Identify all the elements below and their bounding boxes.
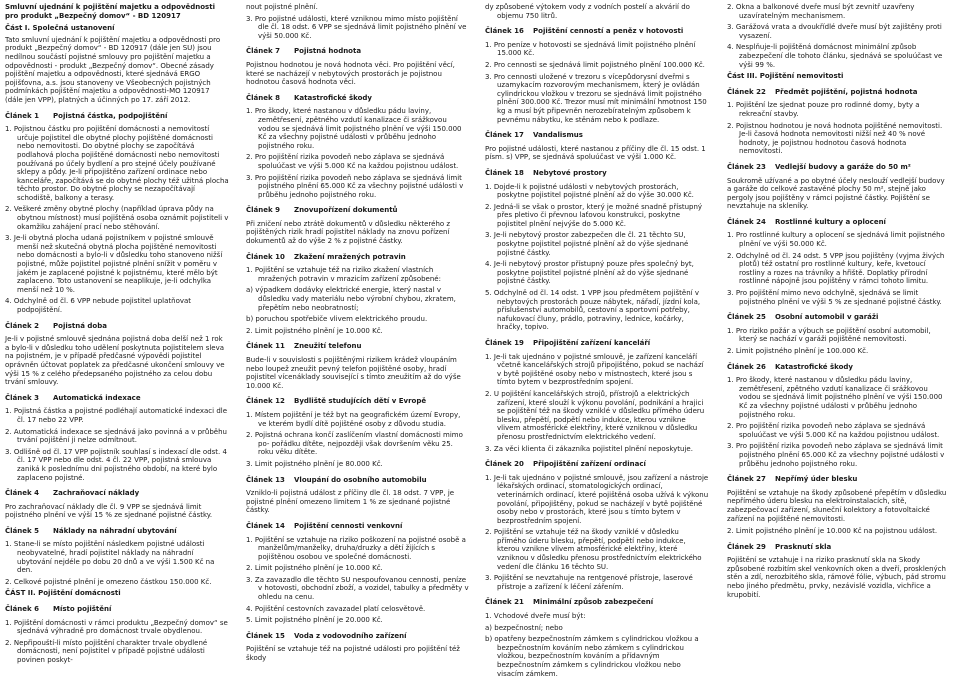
- list-item: 3. Pro pojištění rizika povodeň nebo záplava se sjednává limit pojistného plnění 65.000 Kč za všechny pojistné události v průběhu jednoho pojistného roku.: [246, 173, 464, 199]
- article-heading: [246, 206, 470, 215]
- part-heading: Část III. Pojištění nemovitosti: [727, 72, 844, 81]
- article-number: Článek 4: [5, 489, 39, 498]
- article-number: Článek 1: [5, 111, 39, 120]
- article-title: Rostlinné kultury a oplocení: [775, 217, 886, 226]
- list-item: 2. Limit pojistného plnění je 100.000 Kč.: [727, 347, 869, 355]
- article-number: Článek 11: [246, 342, 285, 351]
- list-item: 4. Je-li nebytový prostor přístupný pouze přes společný byt, poskytne pojistitel pojistné plnění až do výše sjednané pojistné částky.: [485, 260, 694, 286]
- paragraph: Je-li v pojistné smlouvě sjednána pojistná doba delší než 1 rok a bylo-li v důsledku toho udělení poskytnuta pojistitelem sleva na pojistném, je v případě předčasné výpovědi pojistitel oprávněn účtovat poplatek za předčasné ukončení smlouvy ve výši 15 % z celého předepsaného pojistného za celou dobu trvání smlouvy.: [5, 335, 225, 387]
- article-title: Náklady na náhradní ubytování: [53, 526, 177, 535]
- article-title: Minimální způsob zabezpečení: [533, 598, 654, 607]
- article-title: Nebytové prostory: [533, 168, 607, 177]
- article-title: Osobní automobil v garáži: [775, 313, 879, 322]
- paragraph: Pro pojistné události, které nastanou z příčiny dle čl. 15 odst. 1 písm. s) VPP, se sjednává spoluúčast ve výši 1.000 Kč.: [485, 144, 706, 162]
- list-item: 2. Pojistnou hodnotou je nová hodnota pojištěné nemovitosti. Je-li časová hodnota nemovitosti nižší než 40 % nové hodnoty, je pojistnou hodnotou časová hodnota nemovitosti.: [727, 121, 943, 156]
- list-item: 3. Pro cennosti uložené v trezoru s vícepůdorysní dveřmi s uzamykacím rozvorovým mechanismem, který je ovládán cylindrickou vložkou v trezoru se sjednává limit pojistného plnění 300.000 Kč. Trezor musí mít minimální hmotnost 150 kg a musí být připevněn nerozebíratelným způsobem k pevnému nábytku, ke stěnám nebo k podlaze.: [485, 72, 707, 124]
- list-item: 1. Pro škody, které nastanou v důsledku pádu laviny, zemětřesení, zpětného vzdutí kanalizace či srážkovou vodou se sjednává limit pojistného plnění ve výši 150.000 Kč za všechny pojistné události v průběhu jednoho pojistného roku.: [246, 107, 462, 150]
- article-title: Znovupořízení dokumentů: [294, 206, 398, 215]
- list-item: 1. Pojištění se vztahuje též na riziko zkažení vlastních mražených potravin v mrazicím zařízení způsobené:: [246, 266, 441, 283]
- list-item: 3. Pro pojištění rizika povodeň nebo záplava se sjednává limit pojistného plnění 65.000 Kč za všechny pojistné události v průběhu jednoho pojistného roku.: [727, 442, 945, 468]
- paragraph: Vzniklo-li pojistná událost z příčiny dle čl. 18 odst. 7 VPP, je pojistné plnění omezeno limitem 1 % ze sjednané pojistné částky.: [246, 489, 455, 515]
- list-item: 1. Pro peníze v hotovosti se sjednává limit pojistného plnění 15.000 Kč.: [485, 40, 696, 58]
- article-heading: [485, 27, 709, 36]
- list-item: 1. Pojistná částka a pojistné podléhají automatické indexaci dle čl. 17 nebo 22 VPP.: [5, 407, 228, 424]
- article-heading: [727, 163, 951, 172]
- list-item: 2. Pro pojištění rizika povodeň nebo záplava se sjednává spoluúčast ve výši 5.000 Kč na každou pojistnou událost.: [246, 153, 459, 170]
- article-number: Článek 18: [485, 168, 524, 177]
- article-title: Pojištění cenností a peněz v hotovosti: [533, 27, 684, 36]
- article-title: Katastrofické škody: [775, 362, 853, 371]
- list-item: 3. Pojištění se nevztahuje na rentgenové přístroje, laserové přístroje a zařízení k léčení zářením.: [485, 574, 693, 591]
- article-number: Článek 3: [5, 393, 39, 402]
- article-heading: [5, 527, 229, 536]
- article-number: Článek 5: [5, 526, 39, 535]
- article-number: Článek 19: [485, 339, 524, 347]
- article-number: Článek 23: [727, 162, 766, 171]
- paragraph: Pojistnou hodnotou je nová hodnota věci. Pro pojištění věcí, které se nacházejí v nebytových prostorách je pojistnou hodnotou časová hodnota věci.: [246, 60, 455, 87]
- article-heading: [485, 598, 709, 607]
- article-title: Bydliště studujících dětí v Evropě: [294, 397, 427, 406]
- article-heading: [485, 131, 709, 140]
- list-item: 2. Pro pojištění rizika povodeň nebo záplava se sjednává spoluúčast ve výši 5.000 Kč na každou pojistnou událost.: [727, 422, 940, 439]
- list-item: 1. Stane-li se místo pojištění následkem pojistné události neobyvatelné, hradí pojistitel náklady na náhradní ubytování nejdéle po dobu 20 dnů a ve výši 1.500 Kč na den.: [5, 540, 215, 575]
- list-item: 4. Pojištění cestovních zavazadel platí celosvětově.: [246, 604, 426, 613]
- list-item: 5. Limit pojistného plnění je 20.000 Kč.: [246, 616, 383, 625]
- article-number: Článek 26: [727, 362, 766, 371]
- list-item: 4. Odchylně od čl. 6 VPP nebude pojistitel uplatňovat podpojištění.: [5, 297, 192, 314]
- list-item: nout pojistné plnění.: [246, 3, 318, 11]
- part-heading: ČÁST II. Pojištění domácnosti: [5, 589, 121, 598]
- article-heading: [5, 322, 229, 331]
- list-item: 1. Pojistnou částku pro pojištění domácnosti a nemovitostí určuje pojistitel dle obytné plochy pojištěné domácnosti nebo nemovitosti. Do obytné plochy se započítává podlahová plocha pojištěné domácnosti nebo nemovitosti používaná po účely bydlení a pro stejné účely používané sklepy a půdy. Je-li připojištěno zařízení ordinace nebo kanceláře, započítává se do obytné plochy též užitná plocha těchto prostor. Do obytné plochy se nezapočítávají schodiště, balkony a terasy.: [5, 125, 229, 202]
- list-item: 2. Limit pojistného plnění je 10.000 Kč.: [246, 564, 383, 573]
- list-item: 3. Je-li nebytový prostor zabezpečen dle čl. 21 těchto SU, poskytne pojistitel pojistné plnění až do výše sjednané pojistné částky.: [485, 231, 689, 257]
- list-item: 2. Veškeré změny obytné plochy (například úprava půdy na obytnou místnost) musí pojištěná osoba oznámit pojistiteli v okamžiku zahájení prací nebo stěhování.: [5, 205, 229, 231]
- article-heading: [727, 363, 951, 372]
- list-item: 2. Pojištění se vztahuje též na škody vzniklé v důsledku přímého úderu blesku, přepětí, podpětí nebo indukce, kterou vznikne vlivem atmosférické elektřiny, které vzniknou v důsledku přenosu prostřednictvím elektrického vedení dle článku 16 těchto SU.: [485, 528, 702, 571]
- article-title: Připojištění zařízení kanceláří: [533, 339, 651, 347]
- paragraph: Bude-li v souvislosti s pojištěnými rizikem krádež vloupáním nebo loupež zneužit pevný telefon pojištěné osoby, hradí pojistitel vícenáklady související s tímto zneužitím až do výše 10.000 Kč.: [246, 356, 461, 390]
- list-item: 3. Limit pojistného plnění je 80.000 Kč.: [246, 459, 383, 468]
- list-item: 4. Nesplňuje-li pojištěná domácnost minimální způsob zabezpečení dle tohoto článku, sjednává se spoluúčast ve výši 99 %.: [727, 43, 943, 69]
- article-title: Pojistná doba: [53, 321, 107, 330]
- paragraph: Soukromě užívané a po obytné účely neslouží vedlejší budovy a garáže do celkové zastavěné plochy 50 m², stejně jako pergoly jsou pojištěny v rámci pojistné částky. Pojištění se nevztahuje na skleníky.: [727, 176, 945, 211]
- list-item: 1. Místem pojištění je též byt na geografickém území Evropy, ve kterém bydlí dítě pojištěné osoby z důvodu studia.: [246, 410, 461, 428]
- article-title: Zachraňovací náklady: [53, 489, 140, 498]
- list-item: 5. Odchylně od čl. 14 odst. 1 VPP jsou předmětem pojištění v nebytových prostorách pouze nábytek, nářadí, jízdní kola, příslušenství automobilů, cestovní a sportovní potřeby, nafukovací čluny, prádlo, potraviny, lednice, kočárky, hračky, topivo.: [485, 289, 701, 332]
- article-heading: [727, 218, 951, 227]
- paragraph: Pojištění se vztahuje i na riziko prasknutí skla na Skody způsobené rozbitím skel venkovních oken a dveří, prosklených stěn a zdí, nerozbitého skla, rámové fólie, výbuch, pád stromu nebo jiného předmětu, prvky, nezávislé vozidla, vichřice a krupobití.: [727, 556, 946, 599]
- paragraph: Pro zachraňovací náklady dle čl. 9 VPP se sjednává limit pojistného plnění ve výši 15 % ze sjednané pojistné částky.: [5, 502, 213, 520]
- article-number: Článek 9: [246, 206, 280, 215]
- list-item: b) opatřeny bezpečnostním zámkem s cylindrickou vložkou a bezpečnostním kováním nebo zámkem s cylindrickou vložkou, bezpečnostním kováním a přídavným bezpečnostním zámkem s cylindrickou vložkou nebo visacím zámkem.: [485, 635, 699, 678]
- list-item: 3. Pro pojistné události, které vzniknou mimo místo pojištění dle čl. 18 odst. 6 VPP se sjednává limit pojistného plnění ve výši 50.000 Kč.: [246, 14, 467, 40]
- column-3: [485, 3, 709, 681]
- list-item: 1. Vchodové dveře musí být:: [485, 612, 586, 621]
- list-item: 2. Celkové pojistné plnění je omezeno částkou 150.000 Kč.: [5, 577, 212, 586]
- article-title: Zneužití telefonu: [294, 342, 362, 351]
- article-number: Článek 20: [485, 460, 524, 469]
- list-item: 1. Pojištění domácnosti v rámci produktu „Bezpečný domov“ se sjednává výhradně pro domácnost trvale obydlenou.: [5, 618, 228, 636]
- article-title: Místo pojištění: [53, 605, 112, 614]
- part-heading: Část I. Společná ustanovení: [5, 24, 115, 33]
- article-number: Článek 15: [246, 631, 285, 640]
- article-title: Voda z vodovodního zařízení: [294, 631, 407, 640]
- list-item: 3. Odlišně od čl. 17 VPP pojistník souhlasí s indexací dle odst. 4 čl. 17 VPP nebo dle odst. 4 čl. 22 VPP, pojistná smlouva zaniká k poslednímu dni pojistného období, na které bylo zaplaceno pojistné.: [5, 447, 227, 482]
- article-heading: [485, 169, 709, 178]
- list-item: 2. Pro cennosti se sjednává limit pojistného plnění 100.000 Kč.: [485, 60, 705, 69]
- list-item: a) výpadkem dodávky elektrické energie, který nastal v důsledku vady materiálu nebo výrobní chybou, zkratem, přepětím nebo neobratností;: [246, 286, 456, 312]
- list-item: 1. Je-li tak ujednáno v pojistné smlouvě, jsou zařízení a nástroje lékařských ordinací, stomatologických ordinací, veterinárních ordinací, které pojištěná osoba užívá k výkonu povolání, připojištěny, pokud se nacházejí v bytě pojištěné osoby nebo v prostorách, které jsou s tímto bytem v bezprostředním spojení.: [485, 473, 709, 525]
- document-title: Smluvní ujednání k pojištění majetku a odpovědnosti pro produkt „Bezpečný domov“ - BD 120917: [5, 3, 215, 20]
- article-title: Katastrofické škody: [294, 93, 372, 102]
- article-number: Článek 6: [5, 605, 39, 614]
- list-item: 3. Za věci klienta či zákazníka pojistitel plnění neposkytuje.: [485, 444, 693, 453]
- article-heading: [5, 489, 229, 498]
- article-title: Připojištění zařízení ordinací: [533, 460, 646, 469]
- list-item: 1. Dojde-li k pojistné události v nebytových prostorách, poskytne pojistitel pojistné plnění až do výše 30.000 Kč.: [485, 182, 694, 200]
- article-number: Článek 12: [246, 397, 285, 406]
- article-title: Automatická indexace: [53, 393, 141, 402]
- article-number: Článek 17: [485, 131, 524, 140]
- list-item: 1. Pojištění se vztahuje na riziko poškození na pojistné osobě a manželům/manželky, druha/druzky a dětí žijících s pojištěnou osobou ve společné domácnosti.: [246, 535, 466, 561]
- paragraph: Pojištění se vztahuje na škody způsobené přepětím v důsledku nepřímého úderu blesku na elektroinstalacích, sítě, zabezpečovací zařízení, sluneční kolektory a fotovoltaické zařízení na pojištěné nemovitosti.: [727, 488, 947, 523]
- list-item: 1. Pro rostlinné kultury a oplocení se sjednává limit pojistného plnění ve výši 50.000 Kč.: [727, 231, 945, 249]
- article-heading: [727, 475, 951, 484]
- list-item: 3. Pro pojištění mimo nevo odchylně, sjednává se limit pojistného plnění ve výši 5 % ze sjednané pojistné částky.: [727, 289, 942, 306]
- article-number: Článek 22: [727, 87, 766, 96]
- paragraph: Pojištění se vztahuje též na pojistné události pro pojištění též škody: [246, 645, 460, 663]
- article-number: Článek 14: [246, 521, 285, 530]
- list-item: 3. Garážová vrata a dvoukřídlé dveře musí být zajištěny proti vysazení.: [727, 23, 942, 40]
- list-item: 2. Okna a balkonové dveře musí být zevnitř uzavřeny uzavíratelným mechanismem.: [727, 3, 915, 20]
- article-number: Článek 2: [5, 321, 39, 330]
- article-number: Článek 21: [485, 598, 524, 607]
- article-title: Pojistná hodnota: [294, 47, 362, 56]
- article-heading: [727, 88, 951, 97]
- article-heading: [727, 543, 951, 552]
- article-title: Pojistná částka, podpojištění: [53, 111, 168, 120]
- list-item: 2. U pojištění kancelářských strojů, přístrojů a elektrických zařízení, které slouží k výkonu povolání, podnikání a hrajici se pojištění též na škody vzniklé v důsledku přímého úderu blesku, přepětí, podpětí nebo indukce, kterou vznikne vlivem atmosférické elektřiny, které vzniknou v důsledku přenosu prostřednictvím elektrického vedení.: [485, 389, 705, 441]
- list-item: dy způsobené výtokem vody z vodních postelí a akvárií do objemu 750 litrů.: [485, 3, 690, 20]
- article-title: Vedlejší budovy a garáže do 50 m²: [775, 162, 911, 171]
- paragraph: Při zničení nebo ztrátě dokumentů v důsledku některého z pojištěných rizik hradí pojistitel náklady na znovu pořízení dokumentů až do výše 2 % z pojistné částky.: [246, 219, 451, 246]
- list-item: 2. Limit pojistného plnění je 10.000 Kč na pojistnou událost.: [727, 527, 938, 536]
- article-title: Nepřímý úder blesku: [775, 475, 858, 484]
- paragraph: Tato smluvní ujednání k pojištění majetku a odpovědnosti pro produkt „Bezpečný domov“ - BD 120917 (dále jen SU) jsou nedílnou součástí pojistné smlouvy pro pojištění majetku a odpovědnosti - produkt „Bezpečný domov“. Obecné zásady pojištění majetku a odpovědnosti, které sjednává ERGO pojišťovna, a.s. jsou stanoveny ve Všeobecných pojistných podmínkách pojištění majetku a odpovědnosti-MO 120917 (dále jen VPP), platných a účinných po 17. září 2012.: [5, 35, 221, 104]
- article-heading: [5, 394, 229, 403]
- article-heading: [246, 342, 470, 351]
- article-number: Článek 13: [246, 475, 285, 484]
- article-heading: [485, 339, 709, 348]
- list-item: 1. Pojištění lze sjednat pouze pro rodinné domy, byty a rekreační stavby.: [727, 101, 920, 118]
- article-number: Článek 10: [246, 252, 285, 261]
- column-2: [246, 3, 470, 667]
- list-item: 1. Pro riziko požár a výbuch se pojištění osobní automobil, který se nachází v garáži pojištěné nemovitosti.: [727, 326, 931, 344]
- article-heading: [246, 476, 470, 485]
- article-heading: [5, 605, 229, 614]
- list-item: 2. Jedná-li se však o prostor, který je možné snadně přístupný přes pletivo či převnou laťovou konstrukci, poskytne pojistitel plnění nejvýše do 5.000 Kč.: [485, 202, 703, 228]
- article-heading: [485, 460, 709, 469]
- list-item: 3. Je-li obytná plocha udaná pojistníkem v pojistné smlouvě menší než skutečná obytná plocha pojištěné nemovitosti nebo domácnosti a bylo-li v důsledku toho stanoveno nižší pojistné, může pojistitel pojistné plnění snížit v poměru v jakém je zaplacené pojistné k pojistnému, které mělo být zaplaceno. Toto ustanovení se neaplikuje, je-li odchylka menší než 10 %.: [5, 234, 223, 294]
- list-item: 2. Limit pojistného plnění je 10.000 Kč.: [246, 326, 383, 335]
- article-heading: [246, 632, 470, 641]
- list-item: 1. Je-li tak ujednáno v pojistné smlouvě, je zařízení kanceláří včetně kancelářských strojů připojištěno, pokud se nachází v bytě pojištěné osoby nebo v místnostech, které jsou s tímto bytem v bezprostředním spojení.: [485, 352, 704, 387]
- list-item: b) poruchou spotřebiče vlivem elektrického proudu.: [246, 315, 428, 324]
- list-item: 2. Odchylně od čl. 24 odst. 5 VPP jsou pojištěny (vyjma živých plotů) též ostatní pro rostlinné kultury, keře, kvetoucí rostliny a rozes na trávníky a hřiště. Doplatky přírodní rostlinné nápojně jsou pojištěny v rámci tohoto limitu.: [727, 251, 945, 286]
- article-title: Vandalismus: [533, 131, 583, 140]
- article-title: Předmět pojištění, pojistná hodnota: [775, 87, 918, 96]
- article-heading: [246, 47, 470, 56]
- article-number: Článek 24: [727, 217, 766, 226]
- article-heading: [246, 253, 470, 262]
- article-title: Pojištění cennosti venkovní: [294, 521, 403, 530]
- article-title: Vloupání do osobního automobilu: [294, 475, 427, 484]
- article-heading: [246, 397, 470, 406]
- article-title: Zkažení mražených potravin: [294, 252, 406, 261]
- article-number: Článek 29: [727, 542, 766, 551]
- article-heading: [5, 112, 229, 121]
- article-heading: [727, 313, 951, 322]
- article-heading: [246, 94, 470, 103]
- list-item: 2. Nepřipouští-li místo pojištění charakter trvale obydlené domácnosti, není pojistitel v případě pojistné události povinen poskyt-: [5, 638, 208, 664]
- list-item: 1. Pro škody, které nastanou v důsledku pádu laviny, zemětřesení, zpětného vzdutí kanalizace či srážkovou vodou se sjednává limit pojistného plnění ve výši 150.000 Kč za všechny pojistné události v průběhu jednoho pojistného roku.: [727, 376, 943, 419]
- article-number: Článek 27: [727, 475, 766, 484]
- list-item: 2. Pojistná ochrana končí zaslíčením vlastní domácnosti mimo po- pořádku dítěte, nejpozději však dovršením věku 25. roku věku dítěte.: [246, 431, 463, 457]
- column-4: [727, 3, 951, 603]
- list-item: a) bezpečnostní; nebo: [485, 623, 563, 632]
- list-item: 2. Automatická indexace se sjednává jako povinná a v průběhu trvání pojištění ji nelze odmítnout.: [5, 427, 227, 445]
- article-heading: [246, 522, 470, 531]
- article-number: Článek 8: [246, 93, 280, 102]
- article-title: Prasknutí skla: [775, 542, 832, 551]
- column-1: [5, 3, 229, 668]
- article-number: Článek 7: [246, 47, 280, 56]
- list-item: 3. Za zavazadlo dle těchto SU nespoufovanou cennosti, peníze v hotovosti, obchodní zboží, a vozidel, tabulky a předměty v ohledu na cenu.: [246, 575, 469, 602]
- article-number: Článek 25: [727, 313, 766, 322]
- article-number: Článek 16: [485, 27, 524, 36]
